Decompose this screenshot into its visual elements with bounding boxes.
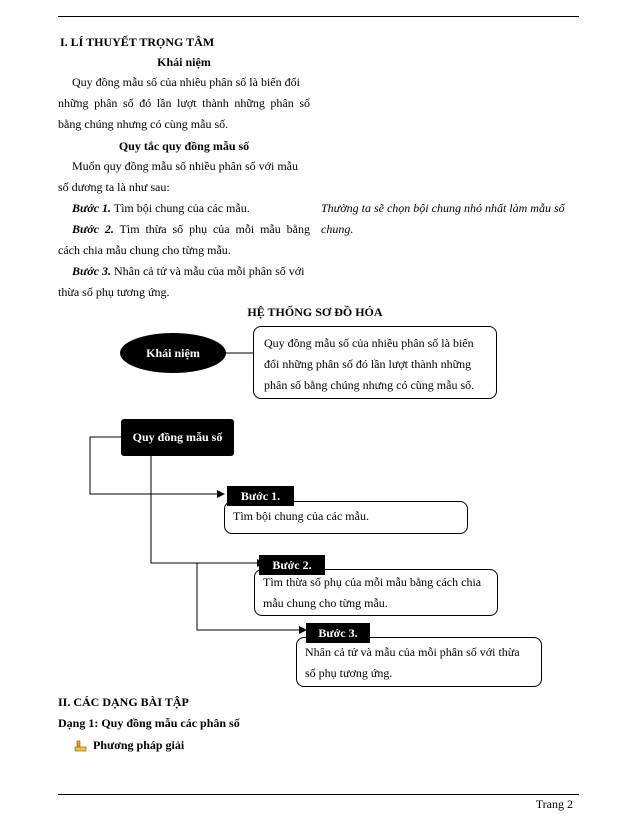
diagram-step-2-box	[254, 569, 498, 616]
diagram-step-1-line: Tìm bội chung của các mẫu.	[233, 509, 369, 523]
step-2-text: Tìm thừa số phụ của mỗi mẫu bằng	[119, 222, 310, 236]
method-label: Phương pháp giải	[93, 738, 185, 752]
method-heading	[74, 738, 184, 753]
rule-title: Quy tắc quy đồng mẫu số	[118, 139, 250, 153]
diagram-step-3-box	[296, 637, 542, 687]
concept-line: Quy đồng mẫu số của nhiều phân số là biến đổi	[72, 75, 300, 89]
concept-line: những phân số đó lần lượt thành những phân số	[58, 96, 310, 110]
diagram-step-3-line: số phụ tương ứng.	[305, 666, 393, 680]
section-1-heading: I. LÍ THUYẾT TRỌNG TÂM	[60, 35, 215, 49]
rule-intro-line: Muốn quy đồng mẫu số nhiều phân số với mẫu	[72, 159, 298, 173]
diagram-step-1-label: Bước 1.	[227, 486, 294, 506]
diagram-title: HỆ THỐNG SƠ ĐỒ HÓA	[247, 305, 383, 319]
diagram-step-2-line: mẫu chung cho từng mẫu.	[263, 596, 388, 610]
concept-def-line: đổi những phân số đó lần lượt thành những	[264, 357, 472, 371]
concept-def-line: phân số bằng chúng nhưng có cùng mẫu số.	[264, 378, 475, 392]
step-1-label: Bước 1.	[72, 201, 111, 215]
step-1-text: Tìm bội chung của các mẫu.	[113, 201, 250, 215]
section-2-heading: II. CÁC DẠNG BÀI TẬP	[58, 695, 189, 709]
diagram-step-2-label: Bước 2.	[259, 555, 325, 575]
diagram-step-3-label: Bước 3.	[306, 623, 370, 643]
diagram-step-2-line: Tìm thừa số phụ của mỗi mẫu bằng cách chia	[263, 575, 482, 589]
step-2-text-cont: cách chia mẫu chung cho từng mẫu.	[58, 243, 231, 257]
step-3-text-cont: thừa số phụ tương ứng.	[58, 285, 170, 299]
form-1-title: Dạng 1: Quy đồng mẫu các phân số	[58, 716, 240, 730]
diagram-step-3-line: Nhân cả tử và mẫu của mỗi phân số với thừa	[305, 645, 520, 659]
rule-intro-line: số dương ta là như sau:	[58, 180, 170, 194]
concept-line: bằng chúng nhưng có cùng mẫu số.	[58, 117, 229, 131]
side-note-line: chung.	[321, 222, 354, 236]
step-3-label: Bước 3.	[72, 264, 111, 278]
side-note-line: Thường ta sẽ chọn bội chung nhỏ nhất làm mẫu số	[321, 201, 565, 215]
step-3-text: Nhân cả tử và mẫu của mỗi phân số với	[113, 264, 305, 278]
footer-rule	[58, 794, 579, 795]
concept-def-line: Quy đồng mẫu số của nhiều phân số là biến	[264, 336, 474, 350]
main-node: Quy đồng mẫu số	[121, 419, 234, 456]
concept-definition-box	[253, 326, 497, 399]
page-number: Trang 2	[535, 797, 573, 811]
step-2-label: Bước 2.	[72, 222, 114, 236]
concept-title: Khái niệm	[157, 55, 211, 69]
pointing-hand-icon	[74, 740, 87, 752]
concept-node: Khái niệm	[120, 333, 226, 373]
